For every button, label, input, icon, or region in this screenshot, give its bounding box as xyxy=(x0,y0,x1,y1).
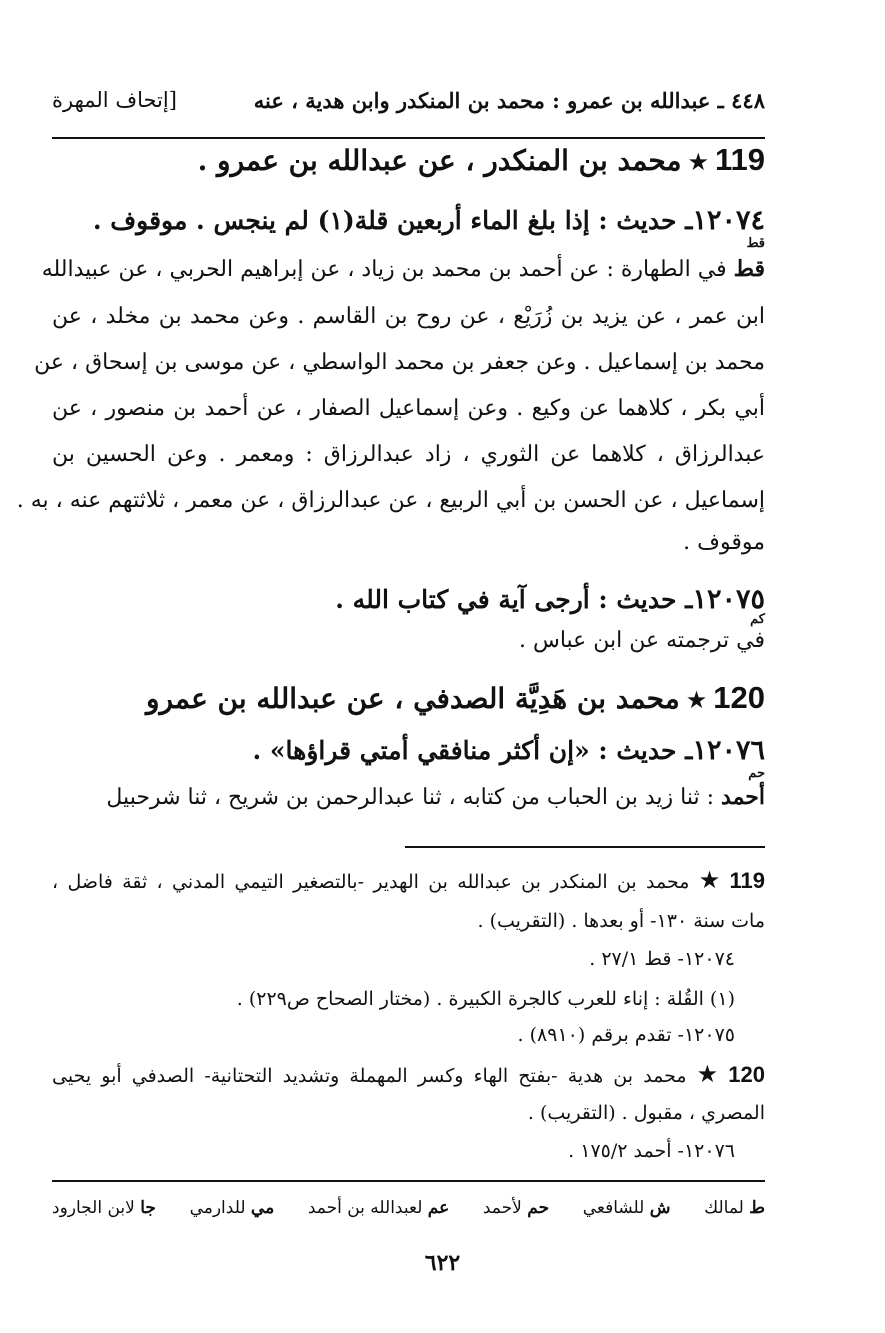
abbreviation-key xyxy=(52,1198,765,1218)
hadith-title: ـ حديث : أرجى آية في كتاب الله . xyxy=(335,585,693,614)
narrator-title: محمد بن المنكدر ، عن عبدالله بن عمرو . xyxy=(197,144,682,177)
star-icon: ★ xyxy=(695,866,724,894)
source-sigil: كم xyxy=(750,612,765,627)
abbr-item: عم لعبدالله بن أحمد xyxy=(307,1198,450,1218)
source-sigil: حم xyxy=(748,766,765,781)
body-line: عبدالرزاق ، كلاهما عن الثوري ، زاد عبدالرزاق : ومعمر . وعن الحسين بن xyxy=(52,442,765,467)
footnote-line: مات سنة ١٣٠- أو بعدها . (التقريب) . xyxy=(477,910,765,932)
hadith-number: ١٢٠٧٤ xyxy=(692,205,765,236)
source-lead: قط xyxy=(733,256,765,282)
narrator-number: 120 xyxy=(713,680,765,715)
abbr-item: ش للشافعي xyxy=(582,1198,671,1218)
source-lead: أحمد xyxy=(721,784,765,810)
hadith-heading-12074 xyxy=(93,205,765,236)
footnote-number: 120 xyxy=(728,1062,765,1087)
abbr-item: ط لمالك xyxy=(704,1198,765,1218)
source-sigil: قط xyxy=(746,236,765,251)
book-title-header: [إتحاف المهرة xyxy=(52,88,177,112)
footnote-source-12074: ١٢٠٧٤- قط ٢٧/١ . xyxy=(589,948,735,970)
running-header: ٤٤٨ ـ عبدالله بن عمرو : محمد بن المنكدر وابن هدية ، عنه xyxy=(253,88,765,113)
body-line: في ترجمته عن ابن عباس . xyxy=(518,628,765,653)
footnote-119: 119★محمد بن المنكدر بن عبدالله بن الهدير -بالتصغير التيمي المدني ، ثقة فاضل ، xyxy=(52,866,765,894)
narrator-number: 119 xyxy=(714,142,765,177)
hadith-number: ١٢٠٧٦ xyxy=(692,735,765,766)
star-icon: ★ xyxy=(687,148,709,176)
narrator-heading-120 xyxy=(146,680,765,716)
body-line: قط في الطهارة : عن أحمد بن محمد بن زياد ، عن إبراهيم الحربي ، عن عبيدالله xyxy=(41,256,765,282)
footnote-source-12076: ١٢٠٧٦- أحمد ١٧٥/٢ . xyxy=(568,1140,735,1162)
body-line: محمد بن إسماعيل . وعن جعفر بن محمد الواسطي ، عن موسى بن إسحاق ، عن xyxy=(34,350,765,375)
star-icon: ★ xyxy=(685,686,708,714)
footnote-rule xyxy=(405,846,765,848)
page-number: ٦٢٢ xyxy=(424,1250,461,1276)
abbr-item: حم لأحمد xyxy=(482,1198,550,1218)
hadith-heading-12076 xyxy=(253,735,766,766)
footnote-number: 119 xyxy=(729,868,765,893)
abbr-item: جا لابن الجارود xyxy=(52,1198,156,1218)
body-line: أبي بكر ، كلاهما عن وكيع . وعن إسماعيل الصفار ، عن أحمد بن منصور ، عن xyxy=(52,396,765,421)
narrator-title: محمد بن هَدِيَّة الصدفي ، عن عبدالله بن عمرو xyxy=(145,682,680,715)
hadith-title: ـ حديث : «إن أكثر منافقي أمتي قراؤها» . xyxy=(252,736,693,765)
header-rule xyxy=(52,137,765,139)
footnote-line: المصري ، مقبول . (التقريب) . xyxy=(527,1102,765,1124)
body-line: ابن عمر ، عن يزيد بن زُرَيْع ، عن روح بن القاسم . وعن محمد بن مخلد ، عن xyxy=(52,304,765,329)
footnote-gloss: (١) القُلة : إناء للعرب كالجرة الكبيرة . (مختار الصحاح ص٢٢٩) . xyxy=(236,988,735,1010)
narrator-heading-119 xyxy=(198,142,765,178)
hadith-heading-12075 xyxy=(335,584,765,615)
footnote-120: 120★محمد بن هدية -بفتح الهاء وكسر المهملة وتشديد التحتانية- الصدفي أبو يحيى xyxy=(52,1060,765,1088)
footnote-source-12075: ١٢٠٧٥- تقدم برقم (٨٩١٠) . xyxy=(517,1024,735,1046)
body-line: إسماعيل ، عن الحسن بن أبي الربيع ، عن عبدالرزاق ، عن معمر ، ثلاثتهم عنه ، به . xyxy=(16,488,765,513)
star-icon: ★ xyxy=(692,1060,723,1088)
body-line: موقوف . xyxy=(683,530,765,555)
abbreviation-rule xyxy=(52,1180,765,1182)
hadith-title: ـ حديث : إذا بلغ الماء أربعين قلة(١) لم ينجس . موقوف . xyxy=(92,206,693,235)
body-line: أحمد : ثنا زيد بن الحباب من كتابه ، ثنا عبدالرحمن بن شريح ، ثنا شرحبيل xyxy=(106,784,765,810)
abbr-item: مي للدارمي xyxy=(189,1198,275,1218)
hadith-number: ١٢٠٧٥ xyxy=(692,584,765,615)
